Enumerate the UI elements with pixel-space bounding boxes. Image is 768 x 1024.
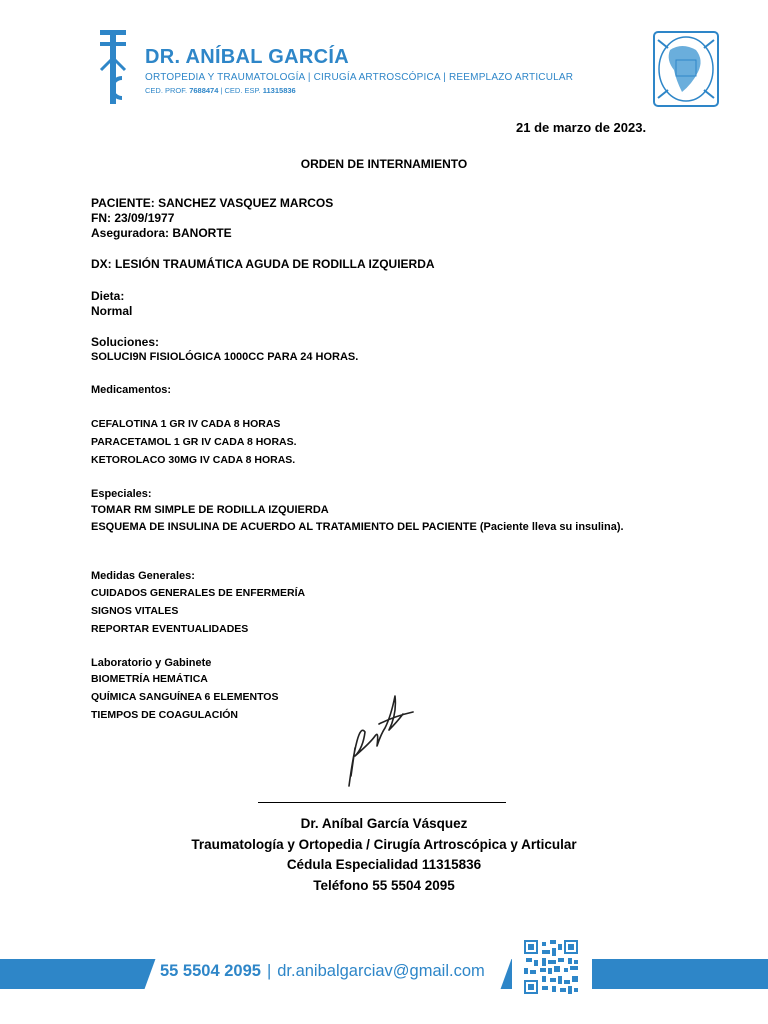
patient-name: PACIENTE: SANCHEZ VASQUEZ MARCOS xyxy=(91,196,334,210)
patient-insurer: Aseguradora: BANORTE xyxy=(91,226,232,240)
footer-contact xyxy=(160,962,485,981)
medication-item: KETOROLACO 30MG IV CADA 8 HORAS. xyxy=(91,454,296,466)
signer-cedula: Cédula Especialidad 11315836 xyxy=(286,857,482,872)
medication-item: CEFALOTINA 1 GR IV CADA 8 HORAS xyxy=(91,418,281,430)
handwritten-signature xyxy=(335,686,415,790)
lab-item: QUÍMICA SANGUÍNEA 6 ELEMENTOS xyxy=(91,691,279,703)
signature-block xyxy=(0,814,768,896)
doctor-name-header: DR. ANÍBAL GARCÍA xyxy=(145,46,349,68)
qr-code-icon[interactable] xyxy=(524,940,578,994)
cedula-prof-number: 7688474 xyxy=(189,86,219,95)
specials-label: Especiales: xyxy=(91,488,152,500)
cedula-esp-label: CED. ESP. xyxy=(224,86,261,95)
signer-name: Dr. Aníbal García Vásquez xyxy=(300,816,468,831)
document-title: ORDEN DE INTERNAMIENTO xyxy=(300,157,468,171)
orthopedic-staff-logo-icon xyxy=(96,28,132,106)
solutions-label: Soluciones: xyxy=(91,335,160,349)
special-item: ESQUEMA DE INSULINA DE ACUERDO AL TRATAMIENTO DEL PACIENTE (Paciente lleva su insulina). xyxy=(91,521,624,533)
lab-item: BIOMETRÍA HEMÁTICA xyxy=(91,673,208,685)
diagnosis: DX: LESIÓN TRAUMÁTICA AGUDA DE RODILLA IZQUIERDA xyxy=(91,257,435,271)
signer-phone: Teléfono 55 5504 2095 xyxy=(313,877,455,893)
general-measure-item: REPORTAR EVENTUALIDADES xyxy=(91,623,249,635)
diet-value: Normal xyxy=(91,304,133,318)
medication-item: PARACETAMOL 1 GR IV CADA 8 HORAS. xyxy=(91,436,297,448)
header-cedulas xyxy=(145,86,296,95)
medications-label: Medicamentos: xyxy=(91,384,172,396)
signer-specialty: Traumatología y Ortopedia / Cirugía Artroscópica y Articular xyxy=(191,836,577,852)
lab-item: TIEMPOS DE COAGULACIÓN xyxy=(91,709,239,721)
special-item: TOMAR RM SIMPLE DE RODILLA IZQUIERDA xyxy=(91,504,329,516)
unam-seal-icon xyxy=(652,30,720,108)
signature-line xyxy=(258,802,506,803)
general-measure-item: SIGNOS VITALES xyxy=(91,605,179,617)
document-date: 21 de marzo de 2023. xyxy=(516,120,647,135)
general-measures-label: Medidas Generales: xyxy=(91,570,195,582)
cedula-esp-number: 11315836 xyxy=(262,86,296,95)
header-specialties: ORTOPEDIA Y TRAUMATOLOGÍA | CIRUGÍA ARTROSCÓPICA | REEMPLAZO ARTICULAR xyxy=(145,72,574,83)
lab-label: Laboratorio y Gabinete xyxy=(91,657,212,669)
footer-phone: 55 5504 2095 xyxy=(160,962,261,980)
patient-dob: FN: 23/09/1977 xyxy=(91,211,175,225)
footer-email[interactable]: dr.anibalgarciav@gmail.com xyxy=(277,962,485,980)
cedula-separator: | xyxy=(218,86,225,95)
footer-separator: | xyxy=(266,962,272,980)
general-measure-item: CUIDADOS GENERALES DE ENFERMERÍA xyxy=(91,587,306,599)
diet-label: Dieta: xyxy=(91,289,125,303)
solutions-value: SOLUCI9N FISIOLÓGICA 1000CC PARA 24 HORAS. xyxy=(91,351,359,363)
cedula-prof-label: CED. PROF. xyxy=(145,86,188,95)
